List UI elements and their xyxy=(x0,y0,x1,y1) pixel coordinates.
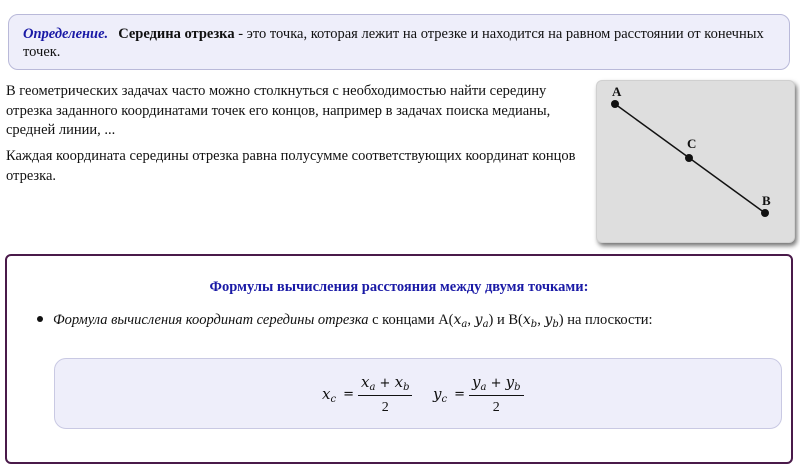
formula-xc xyxy=(322,373,412,416)
rule-paragraph: Каждая координата середины отрезка равна полусумме соответствующих координат концов отрезка. xyxy=(6,148,576,184)
definition-box xyxy=(8,14,790,70)
yc-plus: + xyxy=(486,376,506,391)
var-xb-sub: b xyxy=(530,319,538,330)
var-xa-sub: a xyxy=(461,319,468,330)
definition-label: Определение. xyxy=(23,26,109,42)
intro-paragraph: В геометрических задачах часто можно столкнуться с необходимостью найти середину отрезка заданного координатами точек его концов, например в задачах поиска медианы, средней линии, ... xyxy=(6,83,551,138)
yc-var: y xyxy=(433,384,442,403)
point-a-label: A xyxy=(612,84,622,99)
xc-n1: x xyxy=(360,373,370,391)
bullet-comma-1: , xyxy=(467,312,475,328)
formula-box xyxy=(54,358,782,429)
yc-sub: c xyxy=(441,393,448,405)
yc-denominator: 2 xyxy=(492,400,500,415)
point-b-label: B xyxy=(762,193,771,208)
bullet-text-2: ) и B( xyxy=(488,312,523,328)
xc-denominator: 2 xyxy=(381,400,389,415)
formula-bullet xyxy=(37,311,653,334)
xc-fraction xyxy=(358,373,412,416)
point-c-label: C xyxy=(687,136,697,151)
yc-n1: y xyxy=(472,373,481,391)
var-yb: y xyxy=(544,312,553,328)
formula-section xyxy=(5,254,793,464)
bullet-dot xyxy=(37,316,43,322)
definition-term: Середина отрезка xyxy=(118,26,235,42)
formula-section-title: Формулы вычисления расстояния между двумя точками: xyxy=(209,279,589,295)
point-c xyxy=(685,154,693,162)
var-ya-sub: a xyxy=(482,319,489,330)
var-ya: y xyxy=(474,312,483,328)
yc-lhs xyxy=(433,385,447,405)
var-xa: x xyxy=(453,312,462,328)
segment-svg xyxy=(597,81,794,242)
xc-n2-sub: b xyxy=(403,382,410,393)
xc-numerator xyxy=(358,373,412,396)
bullet-text-1: с концами A( xyxy=(368,312,454,328)
bullet-comma-2: , xyxy=(537,312,545,328)
yc-fraction xyxy=(469,373,524,416)
xc-n2: x xyxy=(394,373,404,391)
definition-text: - это точка, которая лежит на отрезке и находится на равном расстоянии от конечных точек. xyxy=(23,26,764,60)
bullet-italic-text: Формула вычисления координат середины отрезка xyxy=(53,312,369,328)
xc-var: x xyxy=(322,384,331,403)
xc-plus: + xyxy=(375,376,395,391)
point-b xyxy=(761,209,769,217)
segment-diagram xyxy=(596,80,795,243)
yc-n2: y xyxy=(505,373,515,391)
xc-n1-sub: a xyxy=(369,382,376,393)
formula-yc xyxy=(433,373,524,416)
bullet-text-3: ) на плоскости: xyxy=(558,312,653,328)
xc-equals: = xyxy=(343,387,354,402)
yc-equals: = xyxy=(454,387,465,402)
yc-numerator xyxy=(469,373,524,396)
var-yb-sub: b xyxy=(552,319,559,330)
xc-sub: c xyxy=(330,393,337,405)
yc-n1-sub: a xyxy=(480,382,487,393)
xc-lhs xyxy=(322,385,336,405)
yc-n2-sub: b xyxy=(514,382,521,393)
point-a xyxy=(611,100,619,108)
var-xb: x xyxy=(522,312,531,328)
